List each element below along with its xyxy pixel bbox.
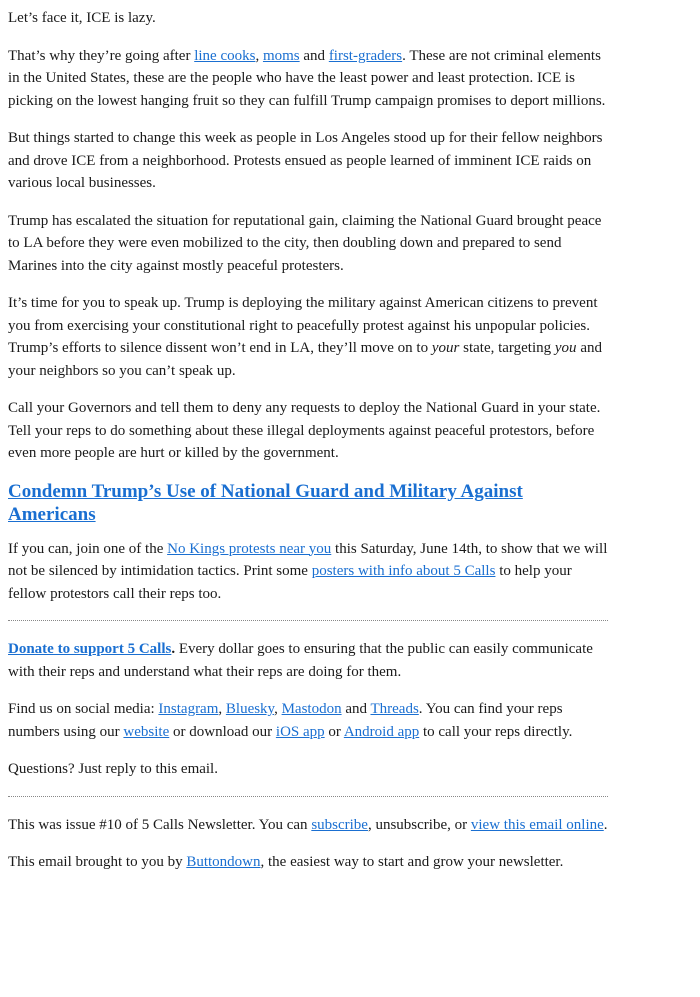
android-app-link[interactable]: Android app bbox=[343, 723, 420, 740]
subscribe-link[interactable]: subscribe bbox=[311, 816, 368, 833]
text: It’s time for you to speak up. Trump is deploying the military against American citizens to prevent you from exercising your constitutional right to peacefully protest against his unpopular policies. Trump’s efforts to silence dissent won’t end in LA, they’ll move on to bbox=[8, 295, 598, 356]
text: to call your reps directly. bbox=[419, 723, 573, 740]
bluesky-link[interactable]: Bluesky bbox=[225, 701, 275, 717]
paragraph-targets bbox=[8, 45, 608, 113]
text: Find us on social media: bbox=[8, 701, 159, 717]
paragraph-buttondown bbox=[8, 851, 608, 874]
text: This email brought to you by bbox=[8, 854, 187, 870]
text: to help your fellow protestors call their reps too. bbox=[8, 563, 572, 602]
posters-link[interactable]: posters with info about 5 Calls bbox=[311, 563, 496, 579]
text: That’s why they’re going after bbox=[8, 47, 195, 64]
text: and your neighbors so you can’t speak up. bbox=[8, 340, 602, 379]
paragraph-intro: Let’s face it, ICE is lazy. bbox=[8, 10, 156, 26]
condemn-trump-link[interactable]: Condemn Trump’s Use of National Guard and Military Against Americans bbox=[8, 480, 523, 525]
paragraph-issue-info bbox=[8, 814, 608, 837]
paragraph-los-angeles: But things started to change this week as people in Los Angeles stood up for their fellow neighbors and drove ICE from a neighborhood. Protests ensued as people learned of imminent ICE raids on various local businesses. bbox=[8, 130, 603, 191]
text: . These are not criminal elements in the United States, these are the people who have the least power and least protection. ICE is picking on the lowest hanging fruit so they can fulfill Trump campaign promises to deport millions. bbox=[8, 47, 606, 109]
line-cooks-link[interactable]: line cooks bbox=[194, 47, 256, 64]
text: state, targeting bbox=[459, 340, 555, 356]
buttondown-link[interactable]: Buttondown bbox=[186, 854, 261, 870]
emphasis-your: your bbox=[431, 340, 460, 356]
paragraph-speak-up bbox=[8, 292, 608, 382]
paragraph-questions: Questions? Just reply to this email. bbox=[8, 761, 218, 777]
instagram-link[interactable]: Instagram bbox=[158, 701, 219, 717]
ios-app-link[interactable]: iOS app bbox=[275, 723, 325, 740]
paragraph-call-governors: Call your Governors and tell them to deny any requests to deploy the National Guard in your state. Tell your reps to do something about these illegal deployments against peaceful protestors, before even more people are hurt or killed by the government. bbox=[8, 400, 601, 461]
divider bbox=[8, 620, 608, 621]
text: , unsubscribe, or bbox=[367, 816, 471, 833]
first-graders-link[interactable]: first-graders bbox=[328, 47, 403, 64]
divider bbox=[8, 796, 608, 797]
text: . You can find your reps numbers using our bbox=[8, 701, 563, 740]
text: and bbox=[341, 701, 371, 717]
emphasis-you: you bbox=[554, 340, 577, 356]
text: Every dollar goes to ensuring that the public can easily communicate with their reps and understand what their reps are doing for them. bbox=[8, 641, 593, 680]
text: . bbox=[603, 816, 608, 833]
text: If you can, join one of the bbox=[8, 540, 168, 557]
text: this Saturday, June 14th, to show that we will not be silenced by intimidation tactics. Print some bbox=[8, 540, 608, 579]
paragraph-escalation: Trump has escalated the situation for reputational gain, claiming the National Guard brought peace to LA before they were even mobilized to the city, then doubling down and prepared to send Marines into the city against mostly peaceful protesters. bbox=[8, 212, 602, 274]
mastodon-link[interactable]: Mastodon bbox=[281, 701, 342, 717]
text: or download our bbox=[169, 723, 276, 740]
text: , bbox=[274, 701, 282, 717]
section-heading bbox=[8, 480, 608, 526]
donate-link[interactable]: Donate to support 5 Calls bbox=[8, 641, 172, 657]
threads-link[interactable]: Threads bbox=[370, 701, 419, 717]
paragraph-no-kings bbox=[8, 538, 608, 606]
moms-link[interactable]: moms bbox=[262, 47, 300, 64]
text: This was issue #10 of 5 Calls Newsletter. You can bbox=[8, 816, 312, 833]
paragraph-donate bbox=[8, 638, 608, 683]
website-link[interactable]: website bbox=[123, 723, 170, 740]
text: or bbox=[324, 723, 344, 740]
paragraph-social bbox=[8, 698, 608, 743]
view-online-link[interactable]: view this email online bbox=[470, 816, 604, 833]
text: and bbox=[299, 47, 329, 64]
text: , bbox=[255, 47, 263, 64]
text: , bbox=[218, 701, 226, 717]
no-kings-link[interactable]: No Kings protests near you bbox=[167, 540, 332, 557]
text: . bbox=[171, 641, 176, 657]
text: , the easiest way to start and grow your newsletter. bbox=[260, 854, 564, 870]
